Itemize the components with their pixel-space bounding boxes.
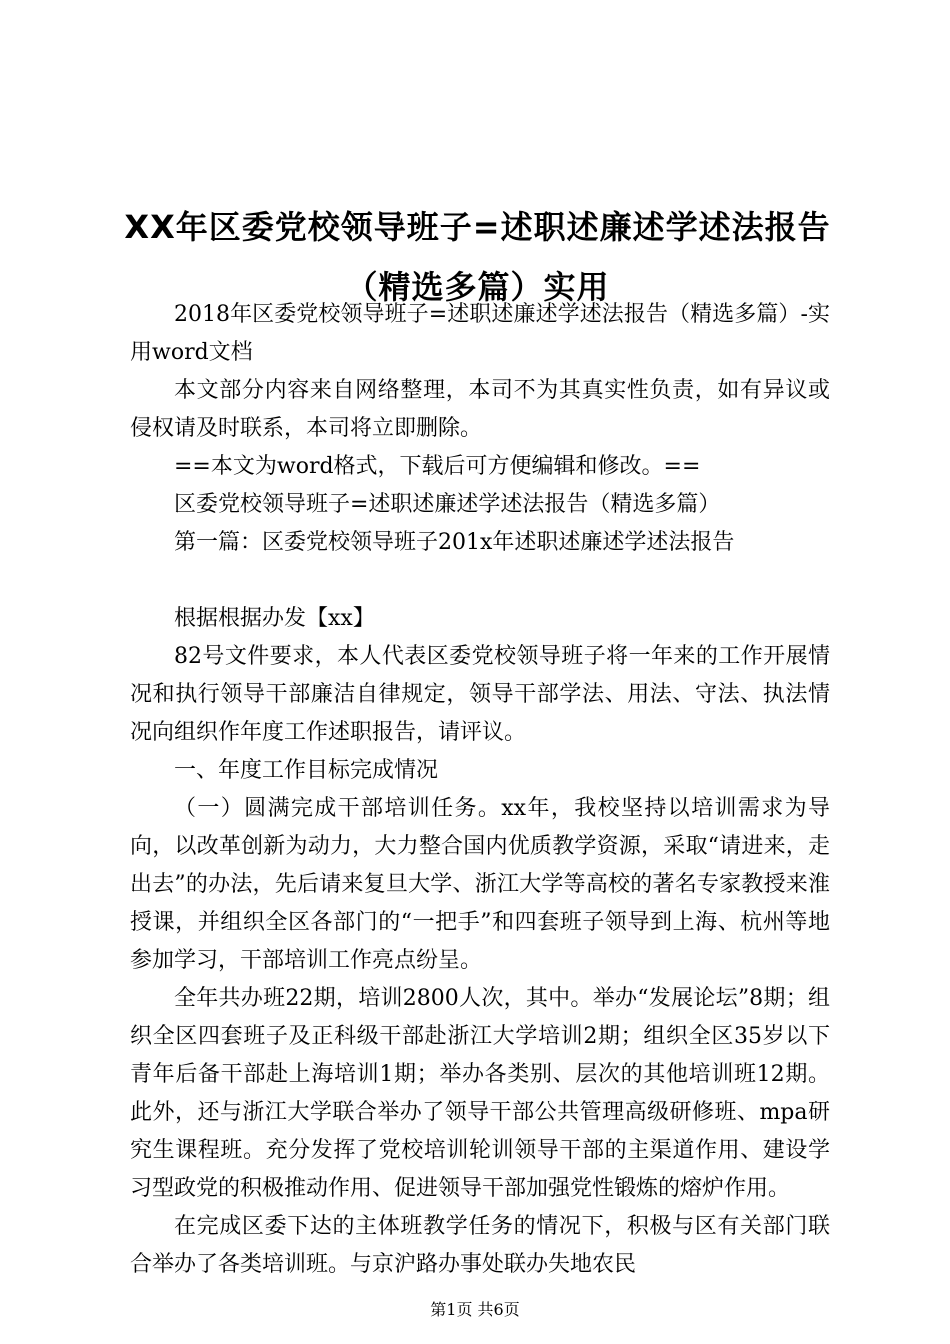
paragraph-subtitle: 2018年区委党校领导班子=述职述廉述学述法报告（精选多篇）-实用word文档 bbox=[130, 302, 830, 365]
paragraph-training-stats: 全年共办班22期，培训2800人次，其中。举办“发展论坛”8期；组织全区四套班子及正科级干部赴浙江大学培训2期；组织全区35岁以下青年后备干部赴上海培训1期；举办各类别、层次的其他培训班12期。此外，还与浙江大学联合举办了领导干部公共管理高级研修班、mpa研究生课程班。充分发挥了党校培训轮训领导干部的主渠道作用、建设学习型政党的积极推动作用、促进领导干部加强党性锻炼的熔炉作用。 bbox=[130, 986, 830, 1201]
blank-line bbox=[130, 562, 830, 600]
paragraph-joint-training: 在完成区委下达的主体班教学任务的情况下，积极与区有关部门联合举办了各类培训班。与京沪路办事处联办失地农民 bbox=[130, 1214, 830, 1277]
paragraph-training-task: （一）圆满完成干部培训任务。xx年，我校坚持以培训需求为导向，以改革创新为动力，大力整合国内优质教学资源，采取“请进来，走出去”的办法，先后请来复旦大学、浙江大学等高校的著名专家教授来淮授课，并组织全区各部门的“一把手”和四套班子领导到上海、杭州等地参加学习，干部培训工作亮点纷呈。 bbox=[130, 796, 830, 973]
paragraph-format-note: ==本文为word格式，下载后可方便编辑和修改。== bbox=[174, 454, 701, 479]
page-footer: 第1页 共6页 bbox=[430, 1300, 520, 1319]
paragraph-heading: 区委党校领导班子=述职述廉述学述法报告（精选多篇） bbox=[174, 492, 721, 517]
paragraph-section-title: 第一篇：区委党校领导班子201x年述职述廉述学述法报告 bbox=[174, 530, 735, 555]
paragraph-section-one: 一、年度工作目标完成情况 bbox=[174, 758, 439, 783]
paragraph-basis: 根据根据办发【xx】 bbox=[174, 606, 375, 631]
paragraph-disclaimer: 本文部分内容来自网络整理，本司不为其真实性负责，如有异议或侵权请及时联系，本司将立即删除。 bbox=[130, 378, 830, 441]
paragraph-intro: 82号文件要求，本人代表区委党校领导班子将一年来的工作开展情况和执行领导干部廉洁自律规定，领导干部学法、用法、守法、执法情况向组织作年度工作述职报告，请评议。 bbox=[130, 644, 830, 745]
document-body bbox=[130, 296, 830, 1284]
document-title: XX年区委党校领导班子=述职述廉述学述法报告（精选多篇）实用 bbox=[124, 208, 831, 307]
